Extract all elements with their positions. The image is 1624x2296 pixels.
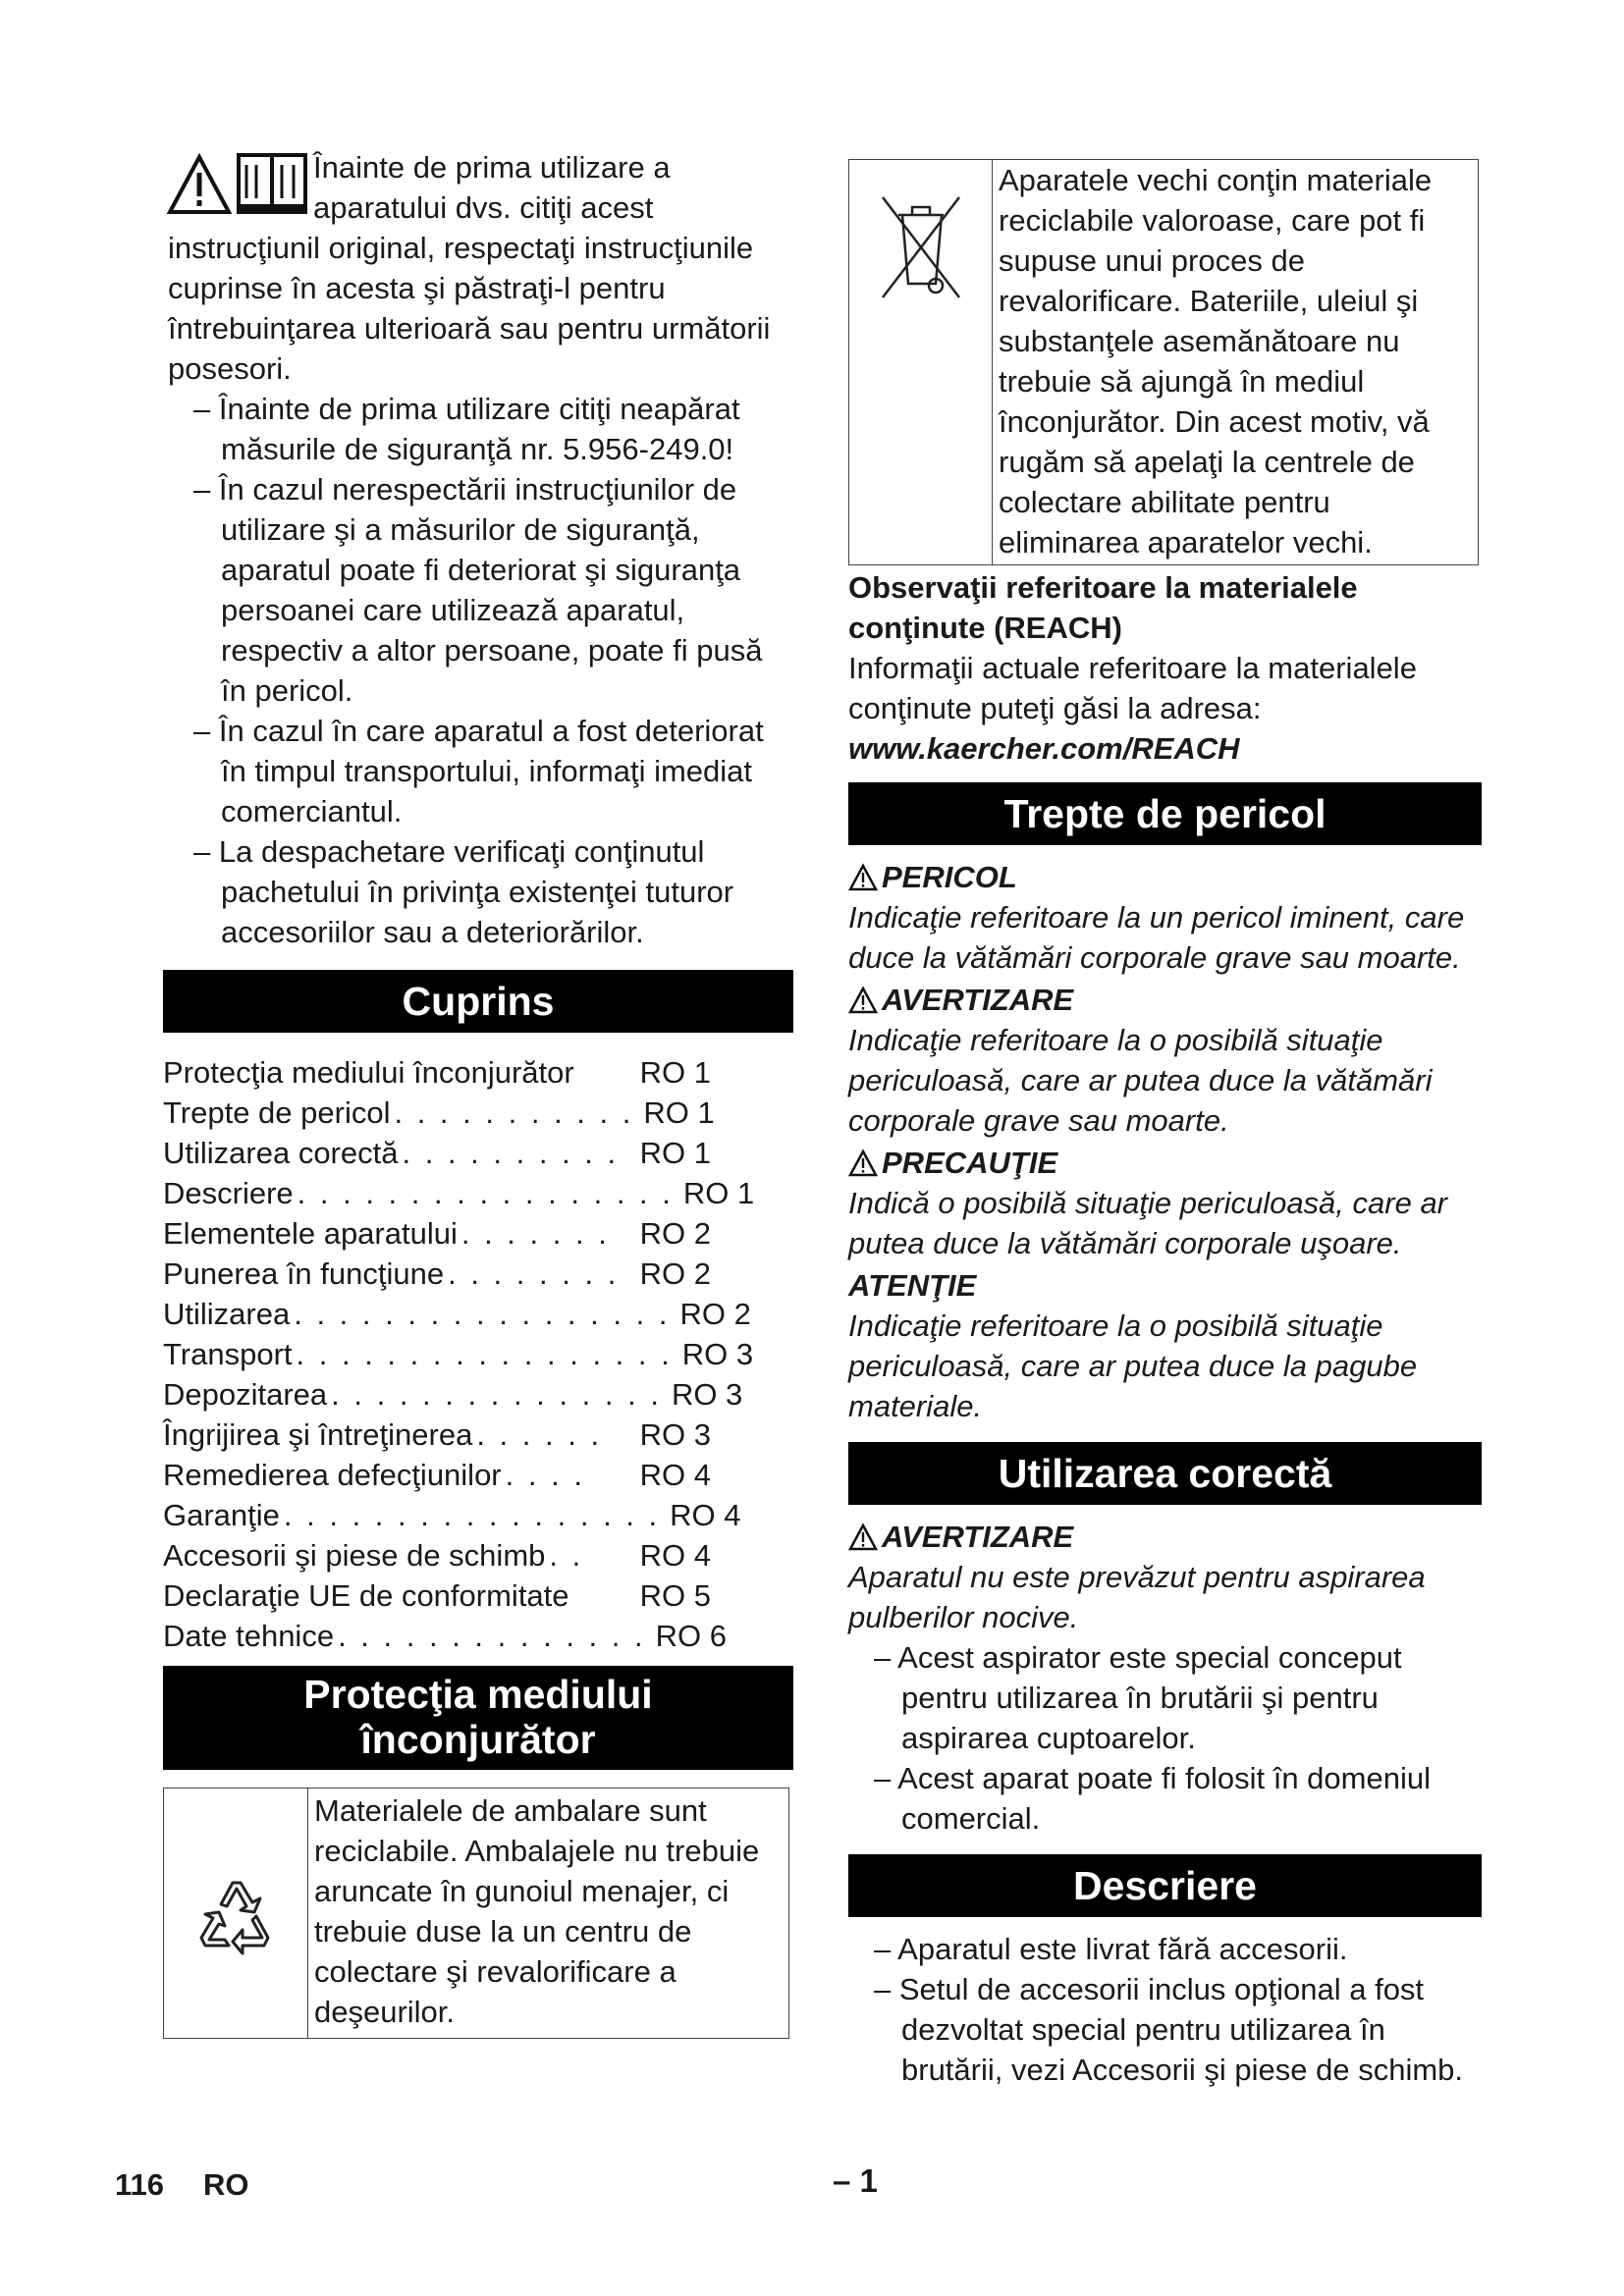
reach-link[interactable]: www.kaercher.com/REACH xyxy=(848,731,1240,766)
left-column xyxy=(163,147,793,2039)
utilizarea-bullets xyxy=(848,1637,1482,1839)
recycling-text: Materialele de ambalare sunt reciclabile. Ambalajele nu trebuie aruncate în gunoiul menajer, ci trebuie duse la un centru de colectare şi revalorificare a deşeurilor. xyxy=(314,1793,760,2029)
intro-text: Înainte de prima utilizare a aparatului dvs. citiţi acest instrucţiunil original, respectaţi instrucţiunile cuprinse în acesta şi păstraţi-l pentru întrebuinţarea ulterioară sau pentru următorii posesori. xyxy=(168,150,771,386)
recycling-box xyxy=(163,1788,789,2039)
intro-icons xyxy=(168,151,313,220)
toc-entry[interactable]: Garanţie . . . . . . . . . . . . . . . . . RO 4 xyxy=(163,1498,741,1532)
toc-entry[interactable]: Utilizarea corectă . . . . . . . . . . RO 1 xyxy=(163,1136,711,1170)
utilizarea-bullet: – Acest aspirator este special conceput pentru utilizarea în brutării şi pentru aspirarea cuptoarelor. xyxy=(874,1640,1402,1755)
table-of-contents xyxy=(163,1052,793,1656)
hazard-level-avertizare: AVERTIZARE Indicaţie referitoare la o posibilă situaţie periculoasă, care ar putea duce la vătămări corporale grave sau moarte. xyxy=(848,983,1433,1138)
utilizarea-heading: Utilizarea corectă xyxy=(848,1442,1482,1505)
descriere-heading: Descriere xyxy=(848,1854,1482,1917)
utilizarea-warning-text: Aparatul nu este prevăzut pentru aspirarea pulberilor nocive. xyxy=(848,1560,1426,1634)
recycling-icon-cell xyxy=(164,1789,308,2038)
toc-entry[interactable]: Îngrijirea şi întreţinerea . . . . . . RO 3 xyxy=(163,1417,711,1452)
descriere-bullet: – Setul de accesorii inclus opţional a fost dezvoltat special pentru utilizarea în brutării, vezi Accesorii şi piese de schimb. xyxy=(874,1972,1464,2087)
toc-entry[interactable]: Trepte de pericol . . . . . . . . . . . RO 1 xyxy=(163,1095,715,1130)
utilizarea-bullet: – Acest aparat poate fi folosit în domeniul comercial. xyxy=(874,1761,1431,1836)
intro-bullets xyxy=(168,389,793,952)
old-appliances-box xyxy=(848,159,1479,565)
hazard-levels xyxy=(848,857,1482,1426)
manual-book-icon xyxy=(237,155,307,214)
reach-text: Informaţii actuale referitoare la materialele conţinute puteţi găsi la adresa: xyxy=(848,651,1417,725)
toc-entry[interactable]: Accesorii şi piese de schimb . . RO 4 xyxy=(163,1538,711,1573)
toc-entry[interactable]: Date tehnice . . . . . . . . . . . . . . RO 6 xyxy=(163,1619,727,1653)
descriere-bullets xyxy=(848,1929,1482,2090)
protectia-heading: Protecţia mediului înconjurător xyxy=(163,1666,793,1770)
cuprins-heading: Cuprins xyxy=(163,970,793,1033)
footer-page-number: 116 xyxy=(115,2167,165,2202)
toc-entry[interactable]: Descriere . . . . . . . . . . . . . . . . . RO 1 xyxy=(163,1176,755,1210)
toc-entry[interactable]: Depozitarea . . . . . . . . . . . . . . . RO 3 xyxy=(163,1377,743,1412)
descriere-bullet: – Aparatul este livrat fără accesorii. xyxy=(874,1932,1348,1966)
weee-icon-cell xyxy=(849,160,993,564)
footer-section-page: – 1 xyxy=(833,2163,878,2199)
warning-triangle-icon xyxy=(848,987,878,1014)
intro-bullet: – În cazul în care aparatul a fost deteriorat în timpul transportului, informaţi imediat comerciantul. xyxy=(193,714,764,828)
warning-triangle-icon xyxy=(170,157,229,212)
hazard-level-precautie: PRECAUŢIE Indică o posibilă situaţie periculoasă, care ar putea duce la vătămări corporale uşoare. xyxy=(848,1146,1448,1260)
intro-section xyxy=(163,147,793,952)
intro-bullet: – Înainte de prima utilizare citiţi neapărat măsurile de siguranţă nr. 5.956-249.0! xyxy=(193,392,740,466)
warning-triangle-icon xyxy=(848,1523,878,1551)
hazard-level-pericol: PERICOL Indicaţie referitoare la un pericol iminent, care duce la vătămări corporale grave sau moarte. xyxy=(848,860,1465,975)
toc-entry[interactable]: Punerea în funcţiune . . . . . . . . RO 2 xyxy=(163,1256,711,1291)
toc-entry[interactable]: Utilizarea . . . . . . . . . . . . . . . . . RO 2 xyxy=(163,1297,751,1331)
utilizarea-section: AVERTIZARE Aparatul nu este prevăzut pentru aspirarea pulberilor nocive. – Acest aspirator este special conceput pentru utilizarea în brutării şi pentru aspirarea cuptoarelor. – Acest aparat poate fi folosit în domeniul comercial. xyxy=(848,1517,1482,1839)
hazard-level-atentie: ATENŢIE Indicaţie referitoare la o posibilă situaţie periculoasă, care ar putea duce la pagube materiale. xyxy=(848,1268,1418,1423)
intro-bullet: – În cazul nerespectării instrucţiunilor de utilizare şi a măsurilor de siguranţă, aparatul poate fi deteriorat şi siguranţa persoanei care utilizează aparatul, respectiv a altor persoane, poate fi pusă în pericol. xyxy=(193,472,763,708)
footer-language: RO xyxy=(203,2167,249,2202)
intro-bullet: – La despachetare verificaţi conţinutul pachetului în privinţa existenţei tuturor accesoriilor sau a deteriorărilor. xyxy=(193,834,734,949)
warning-triangle-icon xyxy=(848,864,878,891)
trepte-heading: Trepte de pericol xyxy=(848,782,1482,845)
toc-entry[interactable]: Protecţia mediului înconjurător RO 1 xyxy=(163,1055,711,1090)
toc-entry[interactable]: Remedierea defecţiunilor . . . . RO 4 xyxy=(163,1458,711,1492)
toc-entry[interactable]: Declaraţie UE de conformitate RO 5 xyxy=(163,1578,711,1613)
reach-heading: Observaţii referitoare la materialele conţinute (REACH) xyxy=(848,570,1358,645)
toc-entry[interactable]: Elementele aparatului . . . . . . . RO 2 xyxy=(163,1216,711,1251)
warning-triangle-icon xyxy=(848,1149,878,1177)
recycling-icon xyxy=(191,1869,280,1957)
crossed-bin-icon xyxy=(877,187,965,305)
toc-entry[interactable]: Transport . . . . . . . . . . . . . . . . . RO 3 xyxy=(163,1337,754,1371)
right-column xyxy=(848,159,1482,2090)
old-appliances-text: Aparatele vechi conţin materiale reciclabile valoroase, care pot fi supuse unui proces de revalorificare. Bateriile, uleiul şi substanţele asemănătoare nu trebuie să ajungă în mediul înconjurător. Din acest motiv, vă rugăm să apelaţi la centrele de colectare abilitate pentru eliminarea aparatelor vechi. xyxy=(999,163,1433,560)
